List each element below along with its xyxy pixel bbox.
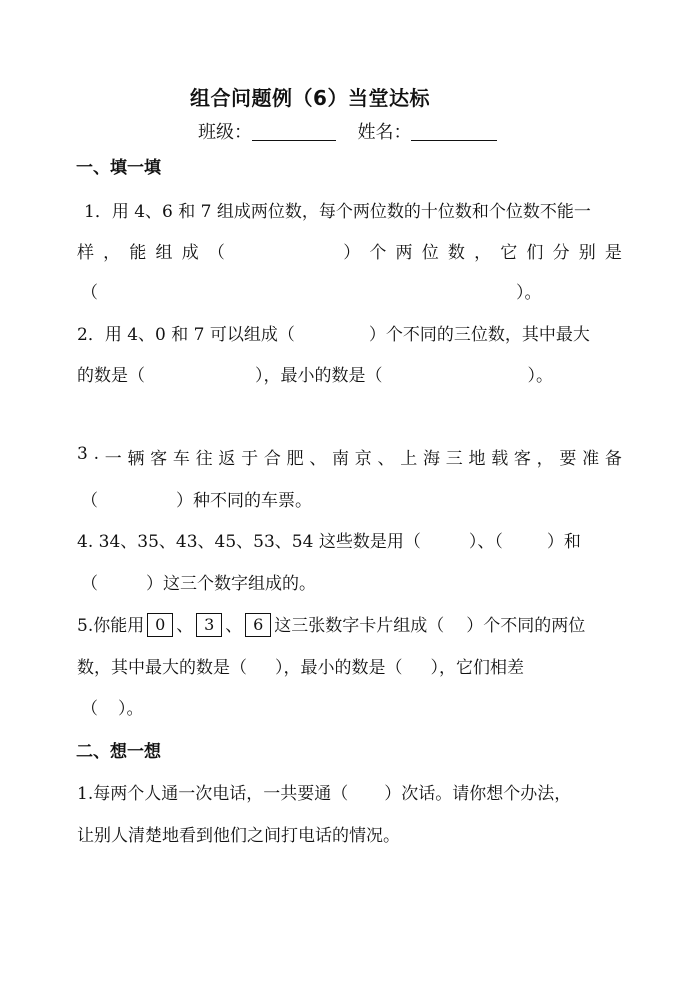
q3-char: 载 <box>491 449 509 469</box>
q1-line-3 <box>81 278 542 303</box>
q5-text-e: ），最小的数是（ <box>275 658 403 678</box>
q3-char: 往 <box>195 449 213 469</box>
q3-char: 三 <box>445 449 463 469</box>
q3-open-paren: （ <box>81 491 98 511</box>
q3-char: 、 <box>309 449 327 469</box>
q1-char: 位 <box>421 243 439 263</box>
q4-text-b: ）、（ <box>468 532 503 552</box>
digit-card-0: 0 <box>147 613 173 637</box>
q3-char: 肥 <box>286 449 304 469</box>
q5-line-2 <box>77 653 524 678</box>
q1-char: 能 <box>129 243 147 263</box>
q4-line-2 <box>81 569 316 594</box>
name-blank[interactable] <box>411 122 497 141</box>
q5-text-d: 数，其中最大的数是（ <box>77 658 247 678</box>
q4-text-e: ）这三个数字组成的。 <box>146 574 316 594</box>
digit-card-3: 3 <box>196 613 222 637</box>
q3-char: 合 <box>263 449 281 469</box>
class-blank[interactable] <box>252 122 336 141</box>
q5-line-3 <box>81 694 144 719</box>
q2-text-e: ）。 <box>527 366 553 386</box>
section-1-heading: 一、填一填 <box>76 158 161 178</box>
q3-char: 于 <box>241 449 259 469</box>
q4-text-a: 4. 34、35、43、45、53、54 这些数是用（ <box>77 532 421 552</box>
q5-line-1 <box>77 611 585 637</box>
q2-text-b: ）个不同的三位数，其中最大 <box>368 325 590 345</box>
q3-char: 海 <box>422 449 440 469</box>
q5-text-a: 5.你能用 <box>77 616 145 636</box>
q1-char: 别 <box>578 243 596 263</box>
q1-char: （ <box>207 243 225 263</box>
q1-char: 个 <box>369 243 387 263</box>
q1-char: 数 <box>447 243 465 263</box>
student-info-row <box>198 118 497 144</box>
q3-char: 地 <box>468 449 486 469</box>
q5-text-c: ）个不同的两位 <box>466 616 586 636</box>
q1-line-1: 1．用 4、6 和 7 组成两位数，每个两位数的十位数和个位数不能一 <box>84 202 591 222</box>
digit-card-6: 6 <box>245 613 271 637</box>
q5-open-paren: （ <box>81 699 98 719</box>
q3-char: 备 <box>604 449 622 469</box>
q3-char: 京 <box>354 449 372 469</box>
q3-line-2 <box>81 486 312 511</box>
s2-q1-line-2: 让别人清楚地看到他们之间打电话的情况。 <box>77 826 400 846</box>
q1-char: 组 <box>155 243 173 263</box>
page-title: 组合问题例（6）当堂达标 <box>190 86 430 110</box>
q3-char: . <box>93 444 99 464</box>
q2-text-c: 的数是（ <box>77 366 145 386</box>
q1-char: 成 <box>181 243 199 263</box>
q5-sep-1: 、 <box>176 616 194 636</box>
q3-char: 客 <box>513 449 531 469</box>
q3-char: 车 <box>172 449 190 469</box>
q3-char: ， <box>536 449 554 469</box>
q1-line-2 <box>77 238 622 263</box>
section-2-heading: 二、想一想 <box>76 742 161 762</box>
q1-close-paren: ）。 <box>516 283 542 303</box>
q3-char: 上 <box>400 449 418 469</box>
q3-char: 南 <box>332 449 350 469</box>
q3-char: 3 <box>77 444 88 464</box>
q4-text-c: ）和 <box>546 532 581 552</box>
q2-text-d: ），最小的数是（ <box>255 366 383 386</box>
q3-line-1 <box>77 444 622 469</box>
q2-text-a: 2．用 4、0 和 7 可以组成（ <box>77 325 295 345</box>
q1-char: 样 <box>77 243 94 263</box>
class-label: 班级： <box>198 122 252 143</box>
q3-char: 返 <box>218 449 236 469</box>
s2-q1-text-b: ）次话。请你想个办法， <box>384 784 572 804</box>
q2-line-2 <box>77 361 553 386</box>
q5-text-b: 这三张数字卡片组成（ <box>274 616 445 636</box>
q1-char: ， <box>474 243 492 263</box>
q3-text-b: ）种不同的车票。 <box>176 491 312 511</box>
q3-char: 要 <box>559 449 577 469</box>
q1-char: 两 <box>395 243 413 263</box>
q1-char: ， <box>103 243 121 263</box>
s2-q1-text-a: 1.每两个人通一次电话，一共要通（ <box>77 784 349 804</box>
q4-open-paren: （ <box>81 574 98 594</box>
q3-char: 一 <box>104 449 122 469</box>
q1-char: 们 <box>526 243 544 263</box>
name-label: 姓名： <box>357 122 412 143</box>
q3-char: 客 <box>150 449 168 469</box>
q5-text-h: ）。 <box>118 699 144 719</box>
q3-char: 、 <box>377 449 395 469</box>
q1-open-paren: （ <box>81 283 98 303</box>
q1-char: ） <box>343 243 361 263</box>
q1-char: 它 <box>500 243 518 263</box>
s2-q1-line-1 <box>77 779 571 804</box>
q1-answer-blank-count[interactable] <box>234 238 334 263</box>
q1-char: 分 <box>552 243 570 263</box>
q4-line-1 <box>77 527 581 552</box>
q3-char: 准 <box>582 449 600 469</box>
q5-sep-2: 、 <box>225 616 243 636</box>
q3-char: 辆 <box>127 449 145 469</box>
q2-line-1 <box>77 320 590 345</box>
q1-char: 是 <box>604 243 622 263</box>
q5-text-f: ），它们相差 <box>430 658 524 678</box>
